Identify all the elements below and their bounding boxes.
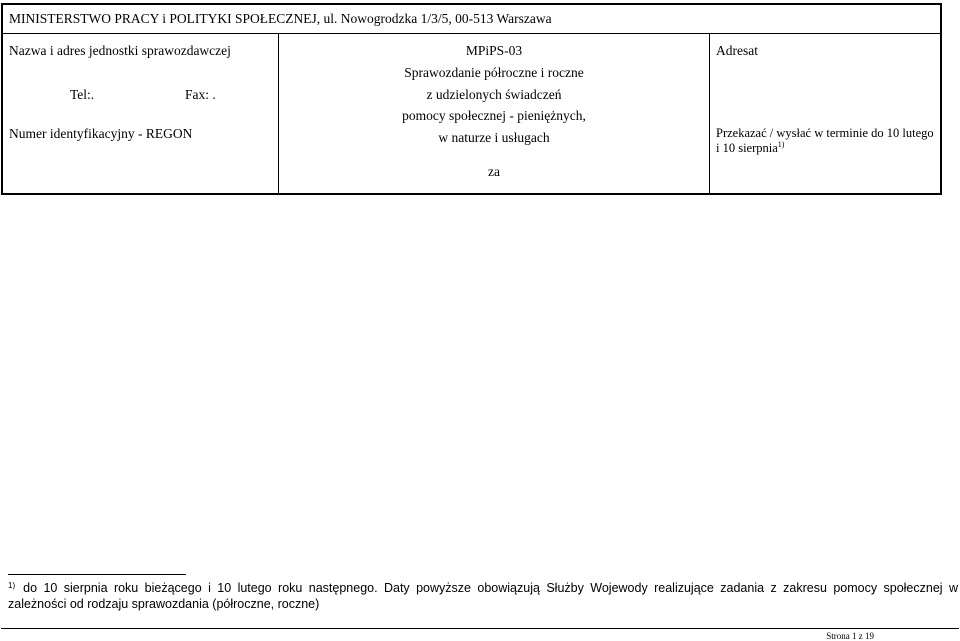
unit-name-label: Nazwa i adres jednostki sprawozdawczej <box>9 43 231 58</box>
ministry-address: MINISTERSTWO PRACY i POLITYKI SPOŁECZNEJ, ul. Nowogrodzka 1/3/5, 00-513 Warszawa <box>9 11 552 26</box>
footnote-text: do 10 sierpnia roku bieżącego i 10 lutego roku następnego. Daty powyższe obowiązują Służby Wojewody realizujące zadania z zakresu pomocy społecznej w zależności od rodzaju sprawozdania (półroczne, roczne) <box>8 581 958 611</box>
form-title-line-3: pomocy społecznej - pieniężnych, <box>402 108 586 123</box>
deadline-line-2 <box>716 140 784 156</box>
form-title-line-4: w naturze i usługach <box>438 130 550 145</box>
fax-label: Fax: . <box>185 87 216 102</box>
form-title-line-1: Sprawozdanie półroczne i roczne <box>404 65 584 80</box>
footnote-rule <box>8 574 186 575</box>
form-title-column <box>279 34 710 193</box>
reporting-unit-column <box>3 34 279 193</box>
page-footer-rule <box>1 628 959 629</box>
form-code: MPiPS-03 <box>465 43 523 58</box>
addressee-column <box>710 34 940 193</box>
footnote <box>8 580 958 612</box>
period-label: za <box>488 164 500 179</box>
form-header-box <box>1 3 942 195</box>
page-number: Strona 1 z 19 <box>826 631 874 641</box>
deadline-text: i 10 sierpnia <box>716 141 778 156</box>
tel-label: Tel:. <box>70 87 95 102</box>
regon-label: Numer identyfikacyjny - REGON <box>9 126 193 141</box>
form-title-line-2: z udzielonych świadczeń <box>426 87 562 102</box>
footnote-marker: 1) <box>8 581 16 590</box>
deadline-line-1: Przekazać / wysłać w terminie do 10 lutego <box>716 126 934 140</box>
deadline-footnote-ref: 1) <box>777 140 785 149</box>
addressee-label: Adresat <box>716 43 758 58</box>
ministry-row <box>3 5 940 34</box>
